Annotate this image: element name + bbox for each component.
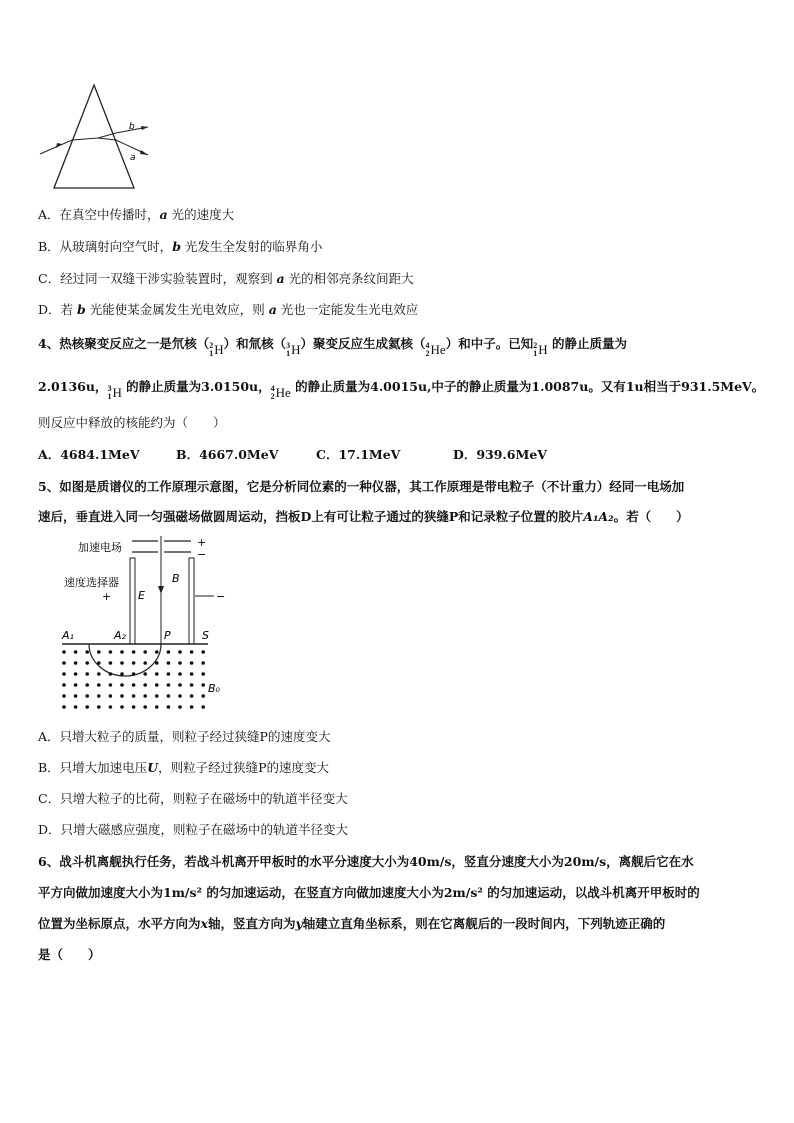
field-dot [120,672,124,676]
prism-figure [36,82,156,194]
field-dot [97,672,101,676]
field-dot [201,705,205,709]
field-dot [178,672,182,676]
field-dot [132,672,136,676]
field-dot [190,683,194,687]
q6-line-3: 位置为坐标原点，水平方向为x轴，竖直方向为y轴建立直角坐标系，则在它离舰后的一段时间内，下列轨迹正确的 [38,916,666,931]
q5-option-c: C．只增大粒子的比荷，则粒子在磁场中的轨道半径变大 [38,791,348,806]
field-dot [74,683,78,687]
field-dot [120,683,124,687]
nuclide-h2-ref: 2 1 H [533,341,548,358]
field-dot [143,661,147,665]
field-dot [190,705,194,709]
arrow-b [141,126,148,130]
q5-option-a: A．只增大粒子的质量，则粒子经过狭缝P的速度变大 [38,729,331,744]
velocity-selector-label: 速度选择器 [64,576,119,589]
q6-line-1: 6、战斗机离舰执行任务，若战斗机离开甲板时的水平分速度大小为40m/s，竖直分速度大小为20m/s，离舰后它在水 [38,854,694,869]
field-dot [143,672,147,676]
field-dot [201,694,205,698]
selector-plate-right [189,558,194,644]
field-dot [190,650,194,654]
field-dot [62,650,66,654]
field-dot [190,694,194,698]
q4-line-1: 4、热核聚变反应之一是氘核（ 2 1 H ）和氚核（ 3 1 H ）聚变反应生成氦核（ 4 2 He ）和中子。已知 2 1 H 的静止质量为 [38,336,627,358]
q4-option-b: B．4667.0MeV [176,447,279,462]
q4-line-2: 2.0136u， 3 1 H 的静止质量为3.0150u， 4 2 He 的静止质量为4.0015u,中子的静止质量为1.0087u。又有1u相当于931.5MeV。 [38,379,765,401]
field-dot [97,661,101,665]
field-dot [201,661,205,665]
q3-option-b: B．从玻璃射向空气时，b 光发生全发射的临界角小 [38,239,323,254]
nuclide-h3: 3 1 H [286,341,301,358]
field-dot [167,661,171,665]
accel-plus: + [197,536,207,549]
magnetic-field-dots [62,650,205,709]
field-dot [109,650,113,654]
nuclide-he4-ref: 4 2 He [270,384,291,401]
semicircle-trajectory [89,644,161,676]
field-dot [62,661,66,665]
field-dot [97,694,101,698]
field-dot [97,683,101,687]
nuclide-h3-ref: 3 1 H [107,384,122,401]
field-dot [120,705,124,709]
field-dot [109,705,113,709]
field-dot [97,650,101,654]
selector-plus: + [102,590,112,603]
q4-line-3: 则反应中释放的核能约为（ ） [38,415,226,430]
field-dot [62,694,66,698]
nuclide-h2: 2 1 H [209,341,224,358]
q3-option-a: A．在真空中传播时，a 光的速度大 [38,207,235,222]
field-dot [190,661,194,665]
field-dot [120,694,124,698]
field-dot [167,672,171,676]
field-dot [74,705,78,709]
field-dot [132,694,136,698]
q5-line-2: 速后，垂直进入同一匀强磁场做圆周运动，挡板D上有可让粒子通过的狭缝P和记录粒子位置的胶片A₁A₂。若（ ） [38,509,689,524]
label-s: S [202,629,209,642]
field-dot [178,650,182,654]
label-a1: A₁ [62,629,74,642]
particle-arrow [158,586,164,594]
field-dot [85,705,89,709]
selector-plate-left [130,558,135,644]
field-dot [190,672,194,676]
field-dot [74,661,78,665]
field-dot [201,672,205,676]
label-a: a [130,153,136,163]
label-b: b [129,122,135,132]
field-dot [143,650,147,654]
field-dot [120,661,124,665]
field-dot [62,705,66,709]
field-dot [178,661,182,665]
field-dot [97,705,101,709]
label-a2: A₂ [114,629,126,642]
field-dot [85,672,89,676]
q3-option-c: C．经过同一双缝干涉实验装置时，观察到 a 光的相邻亮条纹间距大 [38,271,414,286]
q5-option-b: B．只增大加速电压U，则粒子经过狭缝P的速度变大 [38,760,330,775]
mass-spectrometer-figure [58,534,234,712]
field-dot [201,650,205,654]
arrow-a [140,150,148,155]
field-dot [143,683,147,687]
q3-option-d: D．若 b 光能使某金属发生光电效应，则 a 光也一定能发生光电效应 [38,302,419,317]
field-dot [155,683,159,687]
field-dot [167,705,171,709]
field-dot [85,650,89,654]
q5-option-d: D．只增大磁感应强度，则粒子在磁场中的轨道半径变大 [38,822,349,837]
incident-ray [40,138,98,154]
q6-line-4: 是（ ） [38,947,101,962]
label-p: P [164,629,171,642]
field-dot [143,705,147,709]
field-dot [155,672,159,676]
field-dot [143,694,147,698]
nuclide-he4: 4 2 He [425,341,446,358]
field-dot [109,683,113,687]
label-e: E [138,589,145,602]
prism-triangle [54,85,134,188]
field-dot [155,650,159,654]
field-dot [167,694,171,698]
field-dot [109,661,113,665]
field-dot [132,705,136,709]
ray-b [98,127,148,138]
field-dot [155,694,159,698]
field-dot [85,661,89,665]
field-dot [109,694,113,698]
q4-option-d: D．939.6MeV [453,447,547,462]
field-dot [167,650,171,654]
field-dot [167,683,171,687]
accel-minus: − [197,548,207,561]
q4-option-a: A．4684.1MeV [38,447,140,462]
field-dot [132,683,136,687]
field-dot [62,683,66,687]
q6-line-2: 平方向做加速度大小为1m/s² 的匀加速运动，在竖直方向做加速度大小为2m/s² 的匀加速运动，以战斗机离开甲板时的 [38,885,700,900]
q4-option-c: C．17.1MeV [316,447,401,462]
field-dot [178,705,182,709]
field-dot [201,683,205,687]
field-dot [132,650,136,654]
field-dot [155,661,159,665]
arrow-incident [56,143,62,148]
field-dot [132,661,136,665]
field-dot [178,694,182,698]
field-dot [109,672,113,676]
field-dot [178,683,182,687]
field-dot [85,694,89,698]
selector-minus: − [216,590,226,603]
field-dot [74,694,78,698]
field-dot [74,650,78,654]
label-b-field: B [172,572,180,585]
field-dot [120,650,124,654]
field-dot [62,672,66,676]
field-dot [155,705,159,709]
q5-line-1: 5、如图是质谱仪的工作原理示意图，它是分析同位素的一种仪器，其工作原理是带电粒子（不计重力）经同一电场加 [38,479,685,494]
label-b0: B₀ [208,682,220,695]
accel-field-label: 加速电场 [78,541,122,554]
field-dot [85,683,89,687]
field-dot [74,672,78,676]
